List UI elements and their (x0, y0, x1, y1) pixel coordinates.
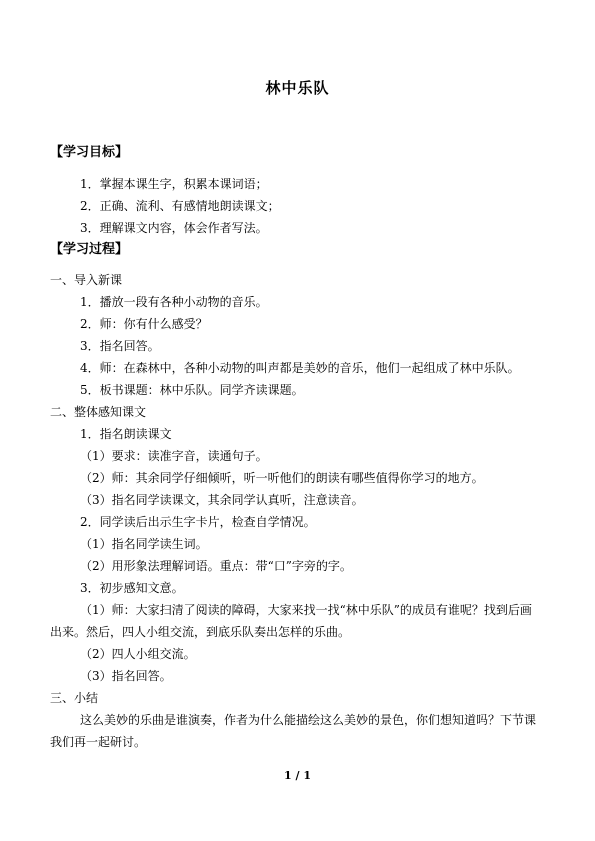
list-item: 3．初步感知文意。 (80, 581, 184, 595)
list-item: 1．指名朗读课文 (80, 427, 172, 441)
section-heading-process: 【学习过程】 (50, 242, 129, 257)
list-item: 2．同学读后出示生字卡片，检查自学情况。 (80, 515, 316, 529)
sub-list-item-continuation: 出来。然后，四人小组交流，到底乐队奏出怎样的乐曲。 (50, 625, 351, 639)
list-item: 3．指名回答。 (80, 339, 160, 353)
document-title: 林中乐队 (265, 79, 330, 97)
list-item: 2．师：你有什么感受？ (80, 317, 208, 331)
page-number: 1 / 1 (284, 769, 311, 782)
sub-list-item: （3）指名同学读课文，其余同学认真听，注意读音。 (80, 493, 364, 507)
sub-list-item: （1）指名同学读生词。 (80, 537, 208, 551)
list-item: 5．板书课题：林中乐队。同学齐读课题。 (80, 383, 304, 397)
sub-list-item: （1）要求：读准字音，读通句子。 (80, 449, 268, 463)
sub-list-item: （3）指名回答。 (80, 669, 172, 683)
list-item: 1．播放一段有各种小动物的音乐。 (80, 295, 268, 309)
sub-list-item: （2）四人小组交流。 (80, 647, 196, 661)
goal-item: 3．理解课文内容，体会作者写法。 (80, 221, 268, 235)
goal-item: 1．掌握本课生字，积累本课词语； (80, 177, 268, 191)
summary-paragraph-continuation: 我们再一起研讨。 (50, 735, 147, 749)
summary-paragraph: 这么美妙的乐曲是谁演奏，作者为什么能描绘这么美妙的景色，你们想知道吗？下节课 (80, 713, 537, 727)
sub-list-item: （2）用形象法理解词语。重点：带“口”字旁的字。 (80, 559, 352, 573)
part-heading-intro: 一、导入新课 (50, 273, 123, 287)
part-heading-summary: 三、小结 (50, 691, 99, 705)
goal-item: 2．正确、流利、有感情地朗读课文； (80, 199, 280, 213)
section-heading-goals: 【学习目标】 (50, 145, 129, 160)
list-item: 4．师：在森林中，各种小动物的叫声都是美妙的音乐，他们一起组成了林中乐队。 (80, 361, 520, 375)
sub-list-item: （2）师：其余同学仔细倾听，听一听他们的朗读有哪些值得你学习的地方。 (80, 471, 484, 485)
sub-list-item: （1）师：大家扫清了阅读的障碍，大家来找一找“林中乐队”的成员有谁呢？找到后画 (80, 603, 532, 617)
part-heading-overview: 二、整体感知课文 (50, 405, 147, 419)
